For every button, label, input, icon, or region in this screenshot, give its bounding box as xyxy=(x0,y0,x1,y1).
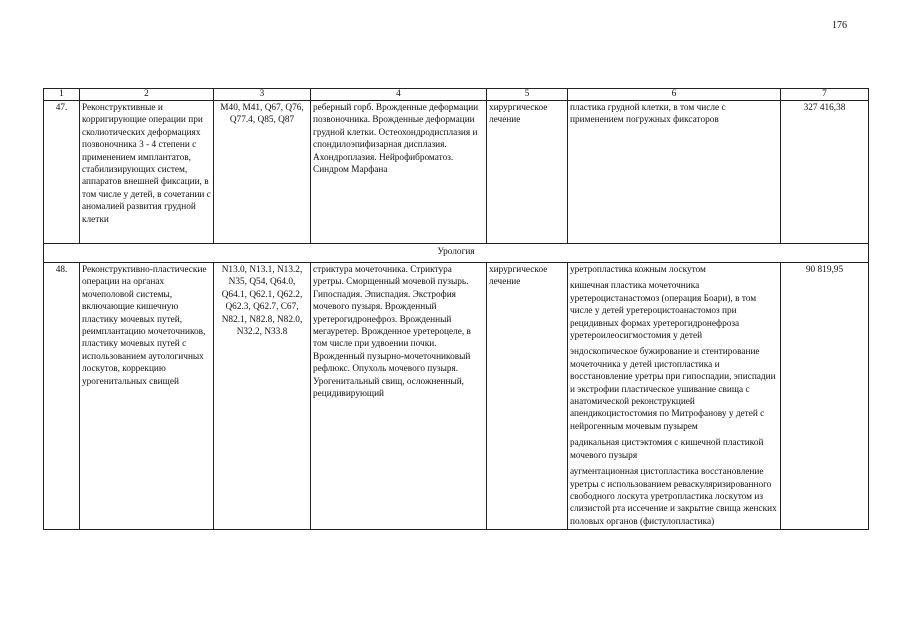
column-number: 2 xyxy=(80,89,214,101)
method-item: аугментационная цистопластика восстановление уретры с использованием реваскуляризированного свободного лоскута уретропластика лоскутом из слизистой рта иссечение и закрытие свища женских половых органов (фистулопластика) xyxy=(570,467,777,527)
procedure-name: Реконструктивно-пластические операции на органах мочеполовой системы, включающие кишечную пластику мочевых путей, реимплантацию мочеточников, пластику мочевых путей с использованием аутологичных лоскутов, коррекцию урогенитальных свищей xyxy=(80,263,214,530)
medical-procedures-table xyxy=(43,88,869,530)
price: 327 416,38 xyxy=(781,101,869,244)
treatment-method xyxy=(568,101,781,244)
treatment-method xyxy=(568,263,781,530)
method-item: пластика грудной клетки, в том числе с применением погружных фиксаторов xyxy=(570,103,726,126)
diagnosis: стриктура мочеточника. Стриктура уретры. Сморщенный мочевой пузырь. Гипоспадия. Эписпадия. Экстрофия мочевого пузыря. Врожденный уретерогидронефроз. Врожденный мегауретер. Врожденное уретероцеле, в том числе при удвоении почки. Врожденный пузырно-мочеточниковый рефлюкс. Опухоль мочевого пузыря. Урогенитальный свищ, осложненный, рецидивирующий xyxy=(311,263,487,530)
column-number: 1 xyxy=(44,89,80,101)
row-number: 48. xyxy=(44,263,80,530)
diagnosis: реберный горб. Врожденные деформации позвоночника. Врожденные деформации грудной клетки. Остеохондродисплазия и спондилоэпифизарная дисплазия. Ахондроплазия. Нейрофиброматоз. Синдром Марфана xyxy=(311,101,487,244)
section-title: Урология xyxy=(44,244,869,263)
treatment-type: хирургическое лечение xyxy=(487,263,568,530)
column-number-row xyxy=(44,89,869,101)
treatment-type: хирургическое лечение xyxy=(487,101,568,244)
column-number: 6 xyxy=(568,89,781,101)
method-item: эндоскопическое бужирование и стентирование мочеточника у детей цистопластика и восстановление уретры при гипоспадии, эписпадии и экстрофии пластическое ушивание свища с анатомической реконструкцией апендикоцистостомия по Митрофанову у детей с нейрогенным мочевым пузырем xyxy=(570,347,776,432)
table-row xyxy=(44,101,869,244)
column-number: 5 xyxy=(487,89,568,101)
section-row xyxy=(44,244,869,263)
method-item: кишечная пластика мочеточника уретероцистанастомоз (операция Боари), в том числе у детей уретероцистоанастомоз при рецидивных формах уретерогидронефроза уретероилеосигмостомия у детей xyxy=(570,281,757,342)
icd-codes: N13.0, N13.1, N13.2, N35, Q54, Q64.0, Q64.1, Q62.1, Q62.2, Q62.3, Q62.7, C67, N82.1, N82.8, N82.0, N32.2, N33.8 xyxy=(214,263,311,530)
column-number: 3 xyxy=(214,89,311,101)
column-number: 4 xyxy=(311,89,487,101)
price: 90 819,95 xyxy=(781,263,869,530)
table-row xyxy=(44,263,869,530)
method-item: уретропластика кожным лоскутом xyxy=(570,265,706,275)
method-item: радикальная цистэктомия с кишечной пластикой мочевого пузыря xyxy=(570,438,764,461)
procedure-name: Реконструктивные и корригирующие операции при сколиотических деформациях позвоночника 3 - 4 степени с применением имплантатов, стабилизирующих систем, аппаратов внешней фиксации, в том числе у детей, в сочетании с аномалией развития грудной клетки xyxy=(80,101,214,244)
page-number: 176 xyxy=(832,20,847,31)
row-number: 47. xyxy=(44,101,80,244)
column-number: 7 xyxy=(781,89,869,101)
icd-codes: M40, M41, Q67, Q76, Q77.4, Q85, Q87 xyxy=(214,101,311,244)
